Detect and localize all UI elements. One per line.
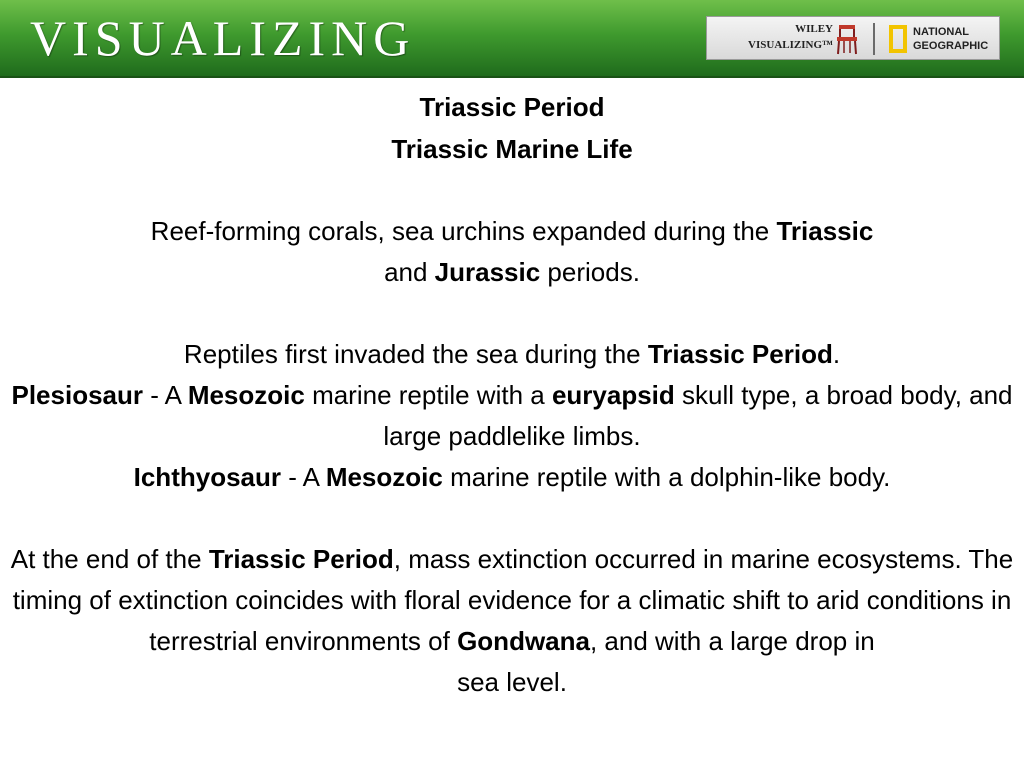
paragraph-reptiles: Reptiles first invaded the sea during the Triassic Period. [183, 339, 841, 369]
national-geographic-label: NATIONAL GEOGRAPHIC [913, 26, 989, 52]
chair-icon [835, 23, 859, 55]
paragraph-corals: Reef-forming corals, sea urchins expanded during the Triassic and Jurassic periods. [150, 216, 874, 287]
slide-heading-topic: Triassic Marine Life [391, 134, 633, 164]
slide-content [0, 86, 1024, 703]
wiley-label: WILEY [795, 23, 833, 35]
publisher-logo [706, 16, 1000, 60]
logo-divider [873, 23, 875, 55]
visualizing-title: VISUALIZING [30, 10, 416, 66]
national-geographic-frame-icon [889, 25, 907, 53]
slide-heading-period: Triassic Period [419, 92, 605, 122]
wiley-visualizing-logo [721, 21, 833, 53]
visualizing-label: VISUALIZING™ [748, 39, 833, 51]
header-banner [0, 0, 1024, 78]
paragraph-ichthyosaur: Ichthyosaur - A Mesozoic marine reptile with a dolphin-like body. [133, 462, 891, 492]
paragraph-extinction: At the end of the Triassic Period, mass extinction occurred in marine ecosystems. The timing of extinction coincides with floral evidence for a climatic shift to arid conditions in terrestrial environments of Gondwana, and with a large drop in sea level. [10, 544, 1014, 697]
paragraph-plesiosaur: Plesiosaur - A Mesozoic marine reptile with a euryapsid skull type, a broad body, and large paddlelike limbs. [11, 380, 1013, 451]
